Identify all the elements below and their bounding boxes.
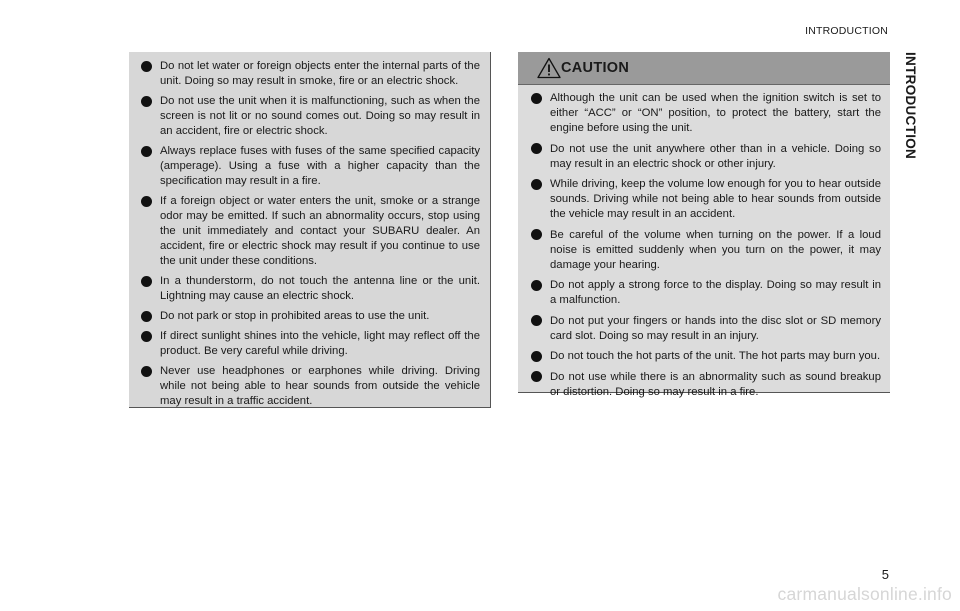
list-item-text: Do not use while there is an abnormality such as sound breakup or distortion. Doing so may result in a fire. (550, 370, 881, 398)
side-tab-label: INTRODUCTION (903, 52, 918, 160)
warning-list (129, 52, 490, 409)
list-item (139, 309, 480, 324)
list-item-text: Never use headphones or earphones while driving. Driving while not being able to hear sounds from outside the vehicle may result in a traffic accident. (160, 365, 480, 407)
list-item-text: Always replace fuses with fuses of the same specified capacity (amperage). Using a fuse with a higher capacity than the specification may result in a fire. (160, 145, 480, 187)
list-item (139, 364, 480, 409)
running-header: INTRODUCTION (805, 25, 888, 37)
watermark: carmanualsonline.info (777, 584, 952, 604)
list-item-text: If direct sunlight shines into the vehicle, light may reflect off the product. Be very careful while driving. (160, 330, 480, 357)
bullet-icon (141, 366, 152, 377)
caution-header (518, 52, 890, 85)
warning-list-box (129, 52, 491, 408)
bullet-icon (141, 96, 152, 107)
list-item (529, 278, 881, 308)
bullet-icon (531, 280, 542, 291)
caution-title: CAUTION (561, 60, 630, 76)
bullet-icon (531, 179, 542, 190)
list-item-text: While driving, keep the volume low enough for you to hear outside sounds. Driving while not being able to hear sounds from outside the vehicle may result in an accident. (550, 178, 881, 220)
list-item (529, 142, 881, 172)
list-item-text: Do not use the unit when it is malfunctioning, such as when the screen is not lit or no sound comes out. Doing so may result in an accident, fire or electric shock. (160, 95, 480, 137)
list-item (139, 144, 480, 189)
caution-list (518, 85, 890, 400)
page-number: 5 (881, 567, 889, 582)
list-item-text: In a thunderstorm, do not touch the antenna line or the unit. Lightning may cause an electric shock. (160, 275, 480, 302)
bullet-icon (141, 276, 152, 287)
bullet-icon (531, 315, 542, 326)
bullet-icon (141, 311, 152, 322)
list-item (529, 228, 881, 273)
bullet-icon (141, 146, 152, 157)
list-item-text: Although the unit can be used when the ignition switch is set to either “ACC” or “ON” position, to protect the battery, start the engine before using the unit. (550, 92, 881, 134)
list-item (139, 59, 480, 89)
list-item (529, 91, 881, 136)
list-item-text: Do not park or stop in prohibited areas to use the unit. (160, 310, 430, 322)
bullet-icon (141, 196, 152, 207)
list-item-text: Do not touch the hot parts of the unit. The hot parts may burn you. (550, 350, 881, 362)
warning-triangle-icon (537, 57, 561, 79)
list-item-text: Do not apply a strong force to the display. Doing so may result in a malfunction. (550, 279, 881, 306)
list-item (529, 370, 881, 400)
bullet-icon (141, 61, 152, 72)
list-item-text: Do not put your fingers or hands into the disc slot or SD memory card slot. Doing so may result in an injury. (550, 314, 881, 342)
bullet-icon (141, 331, 152, 342)
list-item-text: If a foreign object or water enters the unit, smoke or a strange odor may be emitted. If such an abnormality occurs, stop using the unit immediately and contact your SUBARU dealer. An accident, fire or electric shock may result if you continue to use the unit under these conditions. (160, 195, 480, 267)
side-section-tab (890, 52, 930, 187)
list-item-text: Do not use the unit anywhere other than in a vehicle. Doing so may result in an electric shock or other injury. (550, 142, 881, 170)
list-item (139, 194, 480, 269)
list-item-text: Do not let water or foreign objects enter the internal parts of the unit. Doing so may result in smoke, fire or an electric shock. (160, 60, 480, 87)
bullet-icon (531, 229, 542, 240)
caution-box (518, 52, 890, 398)
list-item (529, 349, 881, 364)
bullet-icon (531, 143, 542, 154)
list-item (529, 177, 881, 222)
list-item (139, 329, 480, 359)
list-item (529, 314, 881, 344)
list-item (139, 274, 480, 304)
bullet-icon (531, 371, 542, 382)
list-item-text: Be careful of the volume when turning on the power. If a loud noise is emitted suddenly when you turn on the power, it may damage your hearing. (550, 228, 881, 271)
list-item (139, 94, 480, 139)
bullet-icon (531, 351, 542, 362)
bullet-icon (531, 93, 542, 104)
